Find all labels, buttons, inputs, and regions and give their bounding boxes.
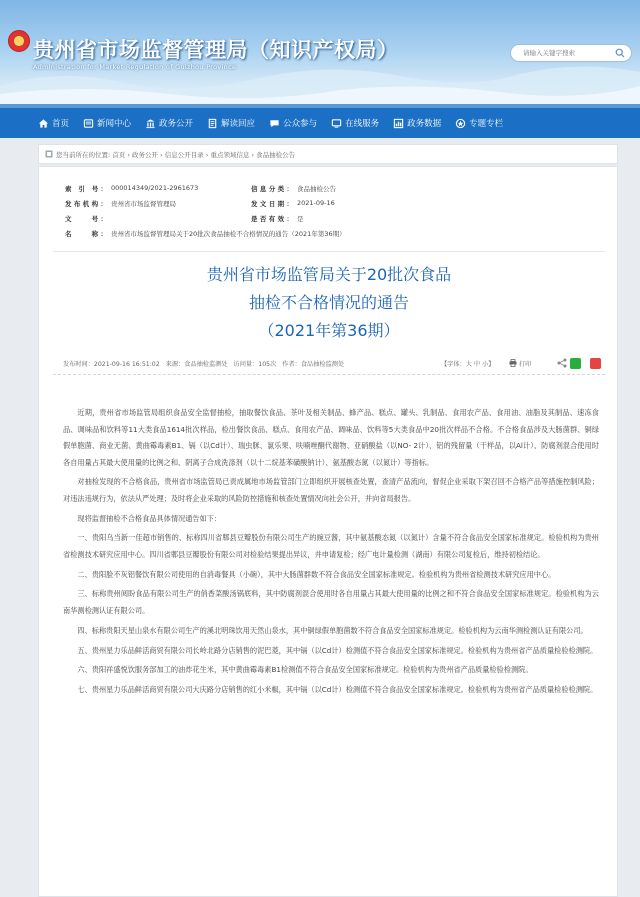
nav-item-public[interactable] bbox=[269, 117, 317, 129]
news-icon bbox=[83, 118, 94, 129]
nav-item-service[interactable] bbox=[331, 117, 379, 129]
search-icon[interactable] bbox=[615, 48, 625, 58]
meta-label: 文 号： bbox=[65, 215, 107, 223]
doc-icon bbox=[207, 118, 218, 129]
meta-table bbox=[65, 181, 595, 241]
nav-label: 政务数据 bbox=[407, 119, 442, 129]
paragraph: 二、贵阳脸不灰铝餐饮有限公司使用的自消毒餐具（小碗），其中大肠菌群数不符合食品安全国家标准规定。检验机构为贵州省检测技术研究应用中心。 bbox=[77, 569, 556, 579]
share-icon[interactable] bbox=[557, 358, 567, 368]
meta-label: 信息分类： bbox=[251, 185, 293, 193]
nav-label: 解读回应 bbox=[221, 119, 256, 129]
article-body bbox=[63, 405, 599, 702]
nav-item-data[interactable] bbox=[393, 117, 441, 129]
main-nav bbox=[0, 108, 640, 138]
nav-label: 政务公开 bbox=[159, 119, 194, 129]
search-box bbox=[510, 44, 632, 62]
breadcrumb bbox=[38, 144, 618, 164]
wechat-icon[interactable] bbox=[570, 358, 581, 369]
meta-value: 是 bbox=[297, 215, 304, 223]
meta-value: 000014349/2021-2961673 bbox=[111, 184, 199, 192]
chat-icon bbox=[269, 118, 280, 129]
nav-label: 在线服务 bbox=[345, 119, 380, 129]
nav-item-interpret[interactable] bbox=[207, 117, 255, 129]
nav-item-gov[interactable] bbox=[145, 117, 193, 129]
nav-label: 首页 bbox=[52, 119, 70, 129]
meta-value: 2021-09-16 bbox=[297, 199, 335, 207]
print-icon bbox=[509, 359, 517, 367]
paragraph: 三、标称贵州阅盼食品有限公司生产的俏香菜酸汤锅底料，其中防腐剂混合使用时各自用量占其最大使用量的比例之和不符合食品安全国家标准规定。检验机构为云南华测检测认证有限公司。 bbox=[63, 589, 599, 615]
paragraph: 对抽检发现的不合格食品，贵州省市场监管局已责成属地市场监管部门立即组织开展核查处置，查清产品流向，督促企业采取下架召回不合格产品等措施控制风险；对违法违规行为，依法从严处理；及时将企业采取的风险防控措施和核查处置情况向社会公开，并向省局报告。 bbox=[63, 477, 599, 503]
title-line: 贵州省市场监管局关于20批次食品 bbox=[206, 265, 452, 284]
meta-value: 贵州省市场监督管理局关于20批次食品抽检不合格情况的通告（2021年第36期） bbox=[111, 230, 346, 238]
source: 来源：食品抽检监测处 bbox=[165, 360, 228, 368]
location-icon bbox=[45, 150, 53, 158]
article-info-bar bbox=[63, 356, 597, 370]
meta-label: 名 称： bbox=[65, 230, 107, 238]
paragraph: 六、贵阳祥盛悦饮服务部加工的油炸花生米，其中黄曲霉毒素B1检测值不符合食品安全国家标准规定。检验机构为贵州省产品质量检验检测院。 bbox=[77, 665, 533, 675]
nav-item-topic[interactable] bbox=[455, 117, 503, 129]
service-icon bbox=[331, 118, 342, 129]
header-banner bbox=[0, 0, 640, 108]
font-size-switch[interactable]: 【字体：大 中 小】 bbox=[441, 360, 495, 368]
meta-value: 食品抽检公告 bbox=[297, 185, 336, 193]
paragraph: 一、贵阳乌当新一佳超市销售的、标称四川省郫县豆瓣股份有限公司生产的豌豆酱，其中氨基酸态氮（以氮计）含量不符合食品安全国家标准规定。检验机构为贵州省检测技术研究应用中心。四川省郫县豆瓣股份有限公司对检验结果提出异议，并申请复检；经广电计量检测（湖南）有限公司复检后，维持初检结论。 bbox=[63, 533, 599, 559]
share-group bbox=[557, 358, 607, 369]
paragraph: 四、标称贵阳天星山泉水有限公司生产的溪北明珠饮用天然山泉水，其中铜绿假单胞菌数不符合食品安全国家标准规定。检验机构为云南华测检测认证有限公司。 bbox=[77, 625, 588, 635]
data-icon bbox=[393, 118, 404, 129]
meta-label: 是否有效： bbox=[251, 215, 293, 223]
author: 作者：食品抽检监测处 bbox=[282, 360, 345, 368]
topic-icon bbox=[455, 118, 466, 129]
title-line: （2021年第36期） bbox=[258, 321, 400, 340]
site-title: 贵州省市场监督管理局（知识产权局） bbox=[33, 38, 399, 62]
home-icon bbox=[38, 118, 49, 129]
search-input[interactable] bbox=[523, 49, 613, 57]
nav-label: 专题专栏 bbox=[469, 119, 504, 129]
meta-label: 发布机构： bbox=[65, 200, 107, 208]
view-count: 访问量：105次 bbox=[233, 360, 277, 368]
emblem-icon bbox=[8, 30, 30, 52]
site-subtitle: Administration for Market Regulation of Guizhou Province bbox=[33, 63, 237, 71]
publish-time: 发布时间：2021-09-16 16:51:02 bbox=[63, 360, 160, 368]
meta-label: 索 引 号： bbox=[65, 185, 107, 193]
meta-label: 发文日期： bbox=[251, 200, 293, 208]
nav-label: 新闻中心 bbox=[97, 119, 132, 129]
paragraph: 五、贵州星力乐品鲜活商贸有限公司长岭北路分店销售的泥巴菱，其中镉（以Cd计）检测值不符合食品安全国家标准规定。检验机构为贵州省产品质量检验检测院。 bbox=[77, 645, 598, 655]
paragraph: 近期，贵州省市场监管局组织食品安全监督抽检，抽取餐饮食品、茶叶及相关制品、蜂产品、糕点、罐头、乳制品、食用农产品、食用油、油脂及其制品、速冻食品、调味品和饮料等11大类食品1614批次样品，检出餐饮食品、糕点、食用农产品、调味品、饮料等5大类食品中20批次样品不合格。不合格食品涉及大肠菌群、铜绿假单胞菌、商业无菌、黄曲霉毒素B1、镉（以Cd计）、瑞虫脒、氯乐果、呋喃唑酮代谢物、亚硝酸盐（以NO- 2计）、铝的残留量（干样品，以Al计）、防腐剂混合使用时各自用量占其最大使用量的比例之和、阴离子合成洗涤剂（以十二烷基苯磺酸钠计）、氨基酸态氮（以氮计）等指标。 bbox=[63, 408, 599, 467]
meta-value: 贵州省市场监督管理局 bbox=[111, 200, 176, 208]
paragraph: 七、贵州星力乐品鲜活商贸有限公司大庆路分店销售的红小米椒，其中镉（以Cd计）检测值不符合食品安全国家标准规定。检验机构为贵州省产品质量检验检测院。 bbox=[77, 685, 598, 695]
title-line: 抽检不合格情况的通告 bbox=[248, 293, 409, 312]
paragraph: 现将监督抽检不合格食品具体情况通告如下： bbox=[77, 513, 222, 523]
divider bbox=[53, 251, 605, 252]
weibo-icon[interactable] bbox=[590, 358, 601, 369]
nav-item-news[interactable] bbox=[83, 117, 131, 129]
nav-item-home[interactable] bbox=[38, 117, 69, 129]
nav-label: 公众参与 bbox=[283, 119, 318, 129]
document-title bbox=[39, 261, 619, 345]
print-button[interactable] bbox=[509, 359, 537, 368]
breadcrumb-text[interactable]: 您当前所在的位置: 首页 › 政务公开 › 信息公开目录 › 重点领域信息 › 食品抽检公告 bbox=[56, 150, 296, 159]
print-label: 打印 bbox=[519, 360, 532, 368]
article-panel bbox=[38, 166, 618, 897]
gov-icon bbox=[145, 118, 156, 129]
divider bbox=[53, 374, 605, 375]
